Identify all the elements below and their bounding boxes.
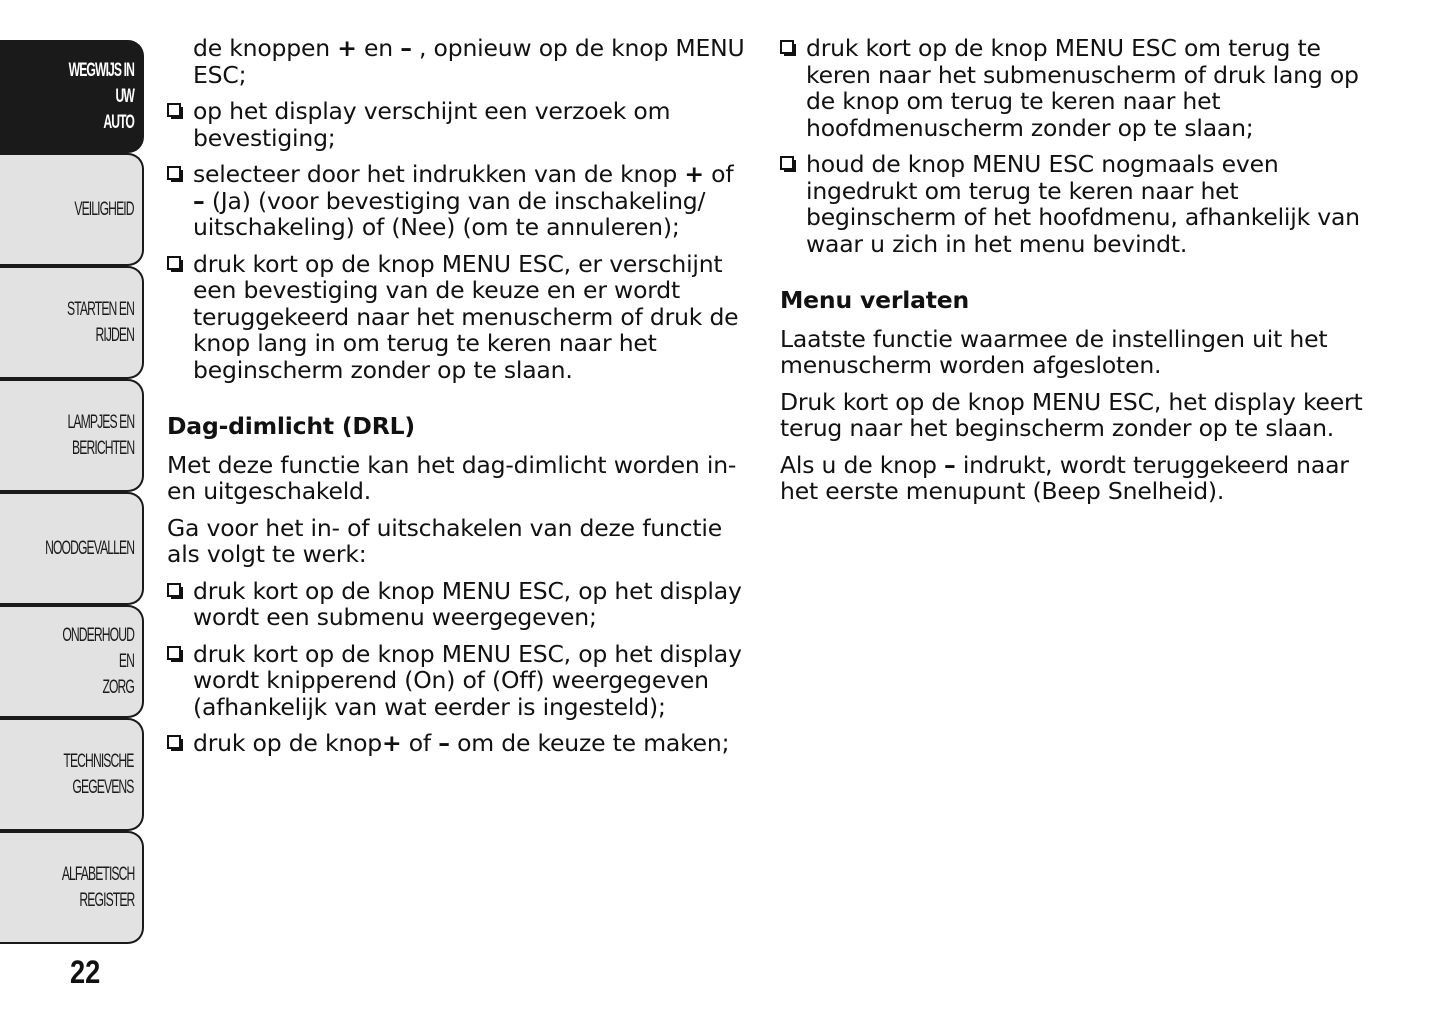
- plus-symbol: +: [381, 729, 402, 757]
- tab-noodgevallen[interactable]: [0, 492, 144, 605]
- right-column: [780, 35, 1370, 515]
- paragraph: Druk kort op de knop MENU ESC, het display keert terug naar het beginscherm zonder op te slaan.: [780, 387, 1363, 442]
- section-heading-menu-verlaten: Menu verlaten: [780, 286, 970, 314]
- checkbox-bullet-icon: [167, 735, 181, 749]
- minus-symbol: –: [438, 729, 450, 757]
- list-item: druk kort op de knop MENU ESC om terug te keren naar het submenuscherm of druk lang op de knop om terug te keren naar het hoofdmenuscherm zonder op te slaan;: [780, 35, 1370, 141]
- list-item: druk kort op de knop MENU ESC, op het display wordt een submenu weergegeven;: [167, 578, 747, 631]
- tab-label-line1: NOODGEVALLEN: [44, 537, 135, 559]
- left-column: [167, 35, 747, 767]
- minus-symbol: –: [944, 450, 956, 479]
- minus-symbol: –: [193, 186, 205, 215]
- plus-symbol: +: [684, 160, 704, 188]
- tab-alfabetisch-register[interactable]: [0, 831, 144, 944]
- tab-label-line2: REGISTER: [79, 889, 134, 911]
- list-item: druk kort op de knop MENU ESC, er verschijnt een bevestiging van de keuze en er wordt teruggekeerd naar het menuscherm of druk de knop lang in om terug te keren naar het beginscherm zonder op te slaan.: [167, 251, 747, 384]
- tab-label-line1: VEILIGHEID: [74, 198, 134, 220]
- list-item: selecteer door het indrukken van de knop + of – (Ja) (voor bevestiging van de inschakeling/ uitschakeling) of (Nee) (om te annuleren);: [167, 161, 747, 241]
- tab-label-line1: ALFABETISCH: [61, 863, 134, 885]
- tab-onderhoud-en-zorg[interactable]: [0, 605, 144, 718]
- paragraph: Ga voor het in- of uitschakelen van deze functie als volgt te werk:: [167, 513, 722, 568]
- paragraph: Laatste functie waarmee de instellingen uit het menuscherm worden afgesloten.: [780, 324, 1328, 379]
- tab-label-line2: ZORG: [102, 676, 134, 698]
- list-item: druk op de knop+ of – om de keuze te maken;: [167, 730, 747, 757]
- checkbox-bullet-icon: [167, 646, 181, 660]
- tab-technische-gegevens[interactable]: [0, 718, 144, 831]
- paragraph: Met deze functie kan het dag-dimlicht worden in- en uitgeschakeld.: [167, 450, 737, 505]
- tab-label-line1: LAMPJES EN: [67, 411, 134, 433]
- tab-label-line2: BERICHTEN: [71, 437, 134, 459]
- checkbox-bullet-icon: [780, 40, 794, 54]
- continued-text: de knoppen + en – , opnieuw op de knop MENU ESC;: [193, 34, 745, 89]
- checkbox-bullet-icon: [167, 256, 181, 270]
- tab-label-line1: TECHNISCHE: [63, 750, 134, 772]
- plus-symbol: +: [337, 34, 357, 62]
- tab-starten-en-rijden[interactable]: [0, 266, 144, 379]
- checkbox-bullet-icon: [167, 103, 181, 117]
- list-item: houd de knop MENU ESC nogmaals even ingedrukt om terug te keren naar het beginscherm of het hoofdmenu, afhankelijk van waar u zich in het menu bevindt.: [780, 151, 1370, 257]
- tab-wegwijs-in-uw-auto[interactable]: [0, 40, 144, 153]
- tab-label-line1: STARTEN EN RIJDEN: [67, 298, 134, 346]
- list-item: op het display verschijnt een verzoek om bevestiging;: [167, 98, 747, 151]
- tab-label-line2: GEGEVENS: [72, 776, 134, 798]
- checkbox-bullet-icon: [167, 583, 181, 597]
- tab-label-line2: AUTO: [103, 111, 134, 133]
- page-number: 22: [70, 954, 101, 990]
- checkbox-bullet-icon: [167, 166, 181, 180]
- minus-symbol: –: [400, 34, 412, 62]
- checkbox-bullet-icon: [780, 156, 794, 170]
- tab-veiligheid[interactable]: [0, 153, 144, 266]
- section-heading-drl: Dag-dimlicht (DRL): [167, 412, 415, 440]
- tab-label-line1: ONDERHOUD EN: [62, 624, 134, 672]
- paragraph: Als u de knop – indrukt, wordt teruggekeerd naar het eerste menupunt (Beep Snelheid).: [780, 450, 1349, 505]
- tab-lampjes-en-berichten[interactable]: [0, 379, 144, 492]
- list-item: druk kort op de knop MENU ESC, op het display wordt knipperend (On) of (Off) weergegeven (afhankelijk van wat eerder is ingesteld);: [167, 641, 747, 721]
- tab-label-line1: WEGWIJS IN UW: [68, 59, 134, 107]
